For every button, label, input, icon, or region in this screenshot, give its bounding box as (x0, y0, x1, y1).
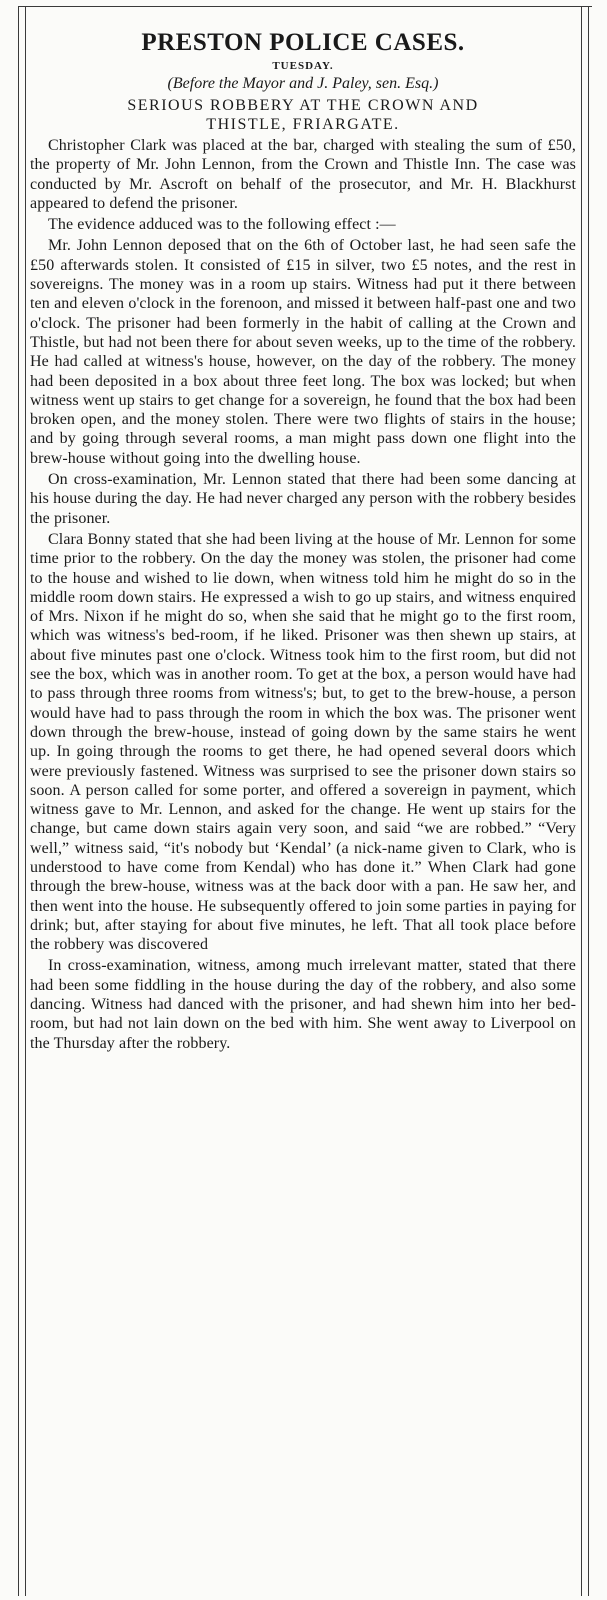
article-column (30, 28, 576, 1055)
right-column-rule-inner (581, 6, 582, 1596)
article-headline: PRESTON POLICE CASES. (141, 29, 465, 56)
top-border-rule (18, 6, 592, 7)
left-column-rule-inner (25, 6, 26, 1596)
paragraph-lennon-cross-examination: On cross-examination, Mr. Lennon stated that there had been some dancing at his house during the day. He had never charged any person with the robbery besides the prisoner. (30, 471, 576, 527)
paragraph-bonny-cross-examination: In cross-examination, witness, among much irrelevant matter, stated that there had been some fiddling in the house during the day of the robbery, and also some dancing. Witness had danced with the prisoner, and had shewn him into her bed-room, but had not lain down on the bed with him. She went away to Liverpool on the Thursday after the robbery. (30, 957, 576, 1052)
paragraph-lennon-deposition: Mr. John Lennon deposed that on the 6th of October last, he had seen safe the £50 afterwards stolen. It consisted of £15 in silver, two £5 notes, and the rest in sovereigns. The money was in a room up stairs. Witness had put it there between ten and eleven o'clock in the forenoon, and missed it between half-past one and two o'clock. The prisoner had been formerly in the habit of calling at the Crown and Thistle, but had not been there for about seven weeks, up to the time of the robbery. He had called at witness's house, however, on the day of the robbery. The money had been deposited in a box about three feet long. The box was locked; but when witness went up stairs to get change for a sovereign, he found that the box had been broken open, and the money stolen. There were two flights of stairs in the house; and by going through several rooms, a man might pass down one flight into the brew-house without going into the dwelling house. (30, 237, 576, 467)
magistrates-line: (Before the Mayor and J. Paley, sen. Esq.) (167, 75, 439, 92)
case-subheading (30, 96, 576, 134)
paragraph-bonny-testimony: Clara Bonny stated that she had been living at the house of Mr. Lennon for some time prior to the robbery. On the day the money was stolen, the prisoner had come to the house and wished to lie down, when witness told him he might do so in the middle room down stairs. He expressed a wish to go up stairs, and witness enquired of Mrs. Nixon if he might do so, when she said that he might go to the first room, which was witness's bed-room, if he liked. Prisoner was then shewn up stairs, at about five minutes past one o'clock. Witness took him to the first room, but did not see the box, which was in another room. To get at the box, a person would have had to pass through three rooms from witness's; but, to get to the brew-house, a person would have had to pass through the room in which the box was. The prisoner went down through the brew-house, instead of going down by the same stairs he went up. In going through the rooms to get there, he had opened several doors which were previously fastened. Witness was surprised to see the prisoner down stairs so soon. A person called for some porter, and offered a sovereign in payment, which witness gave to Mr. Lennon, and asked for the change. He went up stairs for the change, but came down stairs again very soon, and said “we are robbed.” “Very well,” witness said, “it's nobody but ‘Kendal’ (a nick-name given to Clark, who is understood to have come from Kendal) who has done it.” When Clark had gone through the brew-house, witness was at the back door with a pan. He saw her, and then went into the house. He subsequently offered to join some parties in paying for drink; but, after staying for about five minutes, he left. That all took place before the robbery was discovered (30, 530, 576, 954)
paragraph-charge: Christopher Clark was placed at the bar, charged with stealing the sum of £50, the property of Mr. John Lennon, from the Crown and Thistle Inn. The case was conducted by Mr. Ascroft on behalf of the prosecutor, and Mr. H. Blackhurst appeared to defend the prisoner. (30, 137, 576, 212)
article-day: TUESDAY. (272, 60, 334, 72)
paragraph-evidence-intro: The evidence adduced was to the following effect :— (48, 216, 396, 234)
case-subheading-line-2: THISTLE, FRIARGATE. (206, 116, 400, 133)
case-subheading-line-1: SERIOUS ROBBERY AT THE CROWN AND (127, 97, 479, 114)
left-column-rule-outer (18, 6, 19, 1596)
right-column-rule-outer (588, 6, 589, 1596)
